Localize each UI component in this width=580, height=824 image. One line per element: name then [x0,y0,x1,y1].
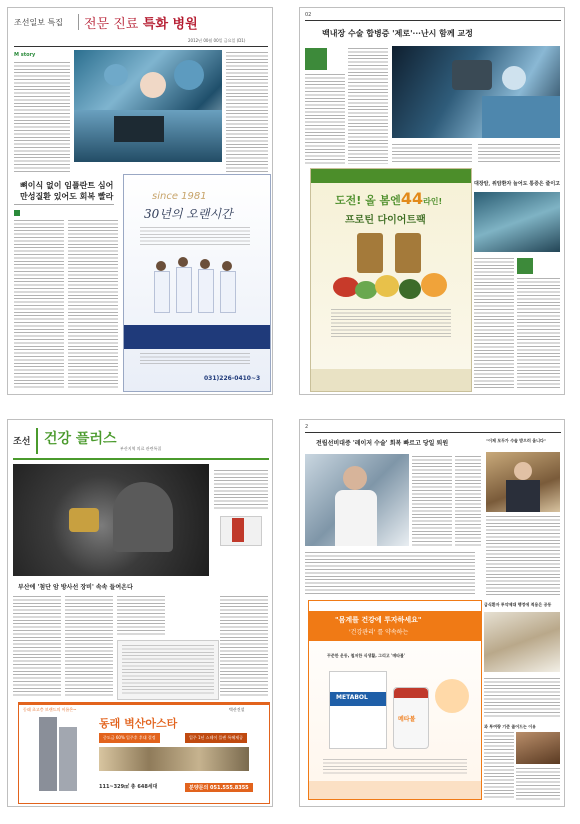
ad-product-kr: 메타볼 [398,716,416,723]
issue-line: 2012년 00월 00일 금요일 (D1) [188,38,246,43]
ad-copy: 꾸준한 운동, 철저한 식생활, 그리고 '메타볼' [327,653,406,658]
consultation-photo [516,732,560,764]
ad-subtitle: 프로틴 다이어트팩 [345,215,426,226]
title-main: 특화 병원 [142,17,198,32]
product-bottle [393,687,429,749]
product-jar-2 [395,233,421,273]
ad-badge-left: 중도금 60% 입주후 후대 결정 [99,733,160,743]
lead-headline-1: 뼈이식 없이 임플란트 심어 [20,180,114,190]
side-headline: "이제 모두가 수술 받으러 옵니다" [486,438,546,443]
masthead-divider [78,14,79,30]
surgery-photo [74,50,222,162]
ad-title-1: 도전! 올 봄엔 [335,194,401,207]
supplement-advertisement [308,600,482,800]
apartment-advertisement [18,702,270,804]
section-subtitle: 부산지역 의료 관련특집 [120,446,162,451]
product-box [329,671,387,749]
ad-badge-right: 입주 1년 스테이 플랜 특혜제공 [185,733,247,743]
ad-title-num: 44 [400,189,424,208]
clinic-advertisement [123,174,271,392]
ad-name-band [124,325,270,349]
ad-since: since 1981 [152,191,207,202]
page-number: 2 [305,424,309,430]
newspaper-page-3 [7,419,273,807]
ad-name: 동래 벽산아스타 [99,717,178,730]
article-text-col-3 [68,220,118,388]
column-icon [305,48,327,70]
side-headline-2: 급식환자 투약제대 행정에 적용은 공동 [484,602,552,607]
p2-text-col-1 [305,74,345,164]
ad-prices: 111~329㎡ 총 648세대 [99,784,158,790]
p2-text-col-2 [348,48,388,164]
newspaper-page-1 [7,7,273,395]
doctor-portrait-photo [486,452,560,512]
lead-headline-2: 만성질환 있어도 회복 빨라 [20,191,114,201]
main-headline: 전립선비대증 '레이저 수술' 회복 빠르고 당일 퇴원 [316,440,449,447]
ad-slogan-2: '건강관리' 를 약속하는 [349,629,409,636]
pills-photo [484,612,560,672]
product-jar-1 [357,233,383,273]
page-title [84,13,198,32]
sidebar-text [226,52,268,172]
p3-side-text [214,470,268,510]
ad-product: METABOL [336,694,368,701]
ad-title: 30년의 오랜시간 [144,207,233,221]
side-headline: 대장암, 위암환자 늘어도 통증은 줄이고 [474,181,560,187]
radiation-equipment-photo [13,464,209,576]
diet-advertisement [310,168,472,392]
masthead-label: 조선일보 특집 [14,18,63,27]
surgery-team-photo [474,192,560,252]
ad-title-line [335,189,442,208]
section-marker [14,210,20,216]
info-table [117,640,219,700]
ad-title-2: 라인! [423,197,443,206]
ad-phone: 분양문의 051.555.8355 [185,783,253,792]
ad-top-line: 동래 초고층 브랜드의 이름은~ [23,707,77,712]
article-text-col-1 [14,62,70,174]
ad-company: 벽산건설 [229,707,245,712]
lower-headline: 과 투여량 기준 줄어드는 이유 [484,724,536,729]
doctor-photo [305,454,409,546]
top-headline: 백내장 수술 합병증 '제로'···난시 함께 교정 [322,28,473,38]
article-text-col-2 [14,220,64,388]
newspaper-page-2 [299,7,565,395]
brand-label: 조선 [13,437,31,447]
eye-surgery-photo [392,46,560,138]
ad-phone: 031)226-0410~3 [204,375,261,382]
newspaper-page-4 [299,419,565,807]
section-tag: M story [14,52,36,58]
article-headline: 부산에 '첨단 암 방사선 장비' 속속 들여온다 [18,584,133,591]
ad-slogan-1: "몸계를 건강에 투자하세요" [335,616,422,624]
page-number: 02 [305,12,312,18]
section-title: 건강 플러스 [44,431,117,447]
title-prefix: 전문 진료 [84,17,139,32]
